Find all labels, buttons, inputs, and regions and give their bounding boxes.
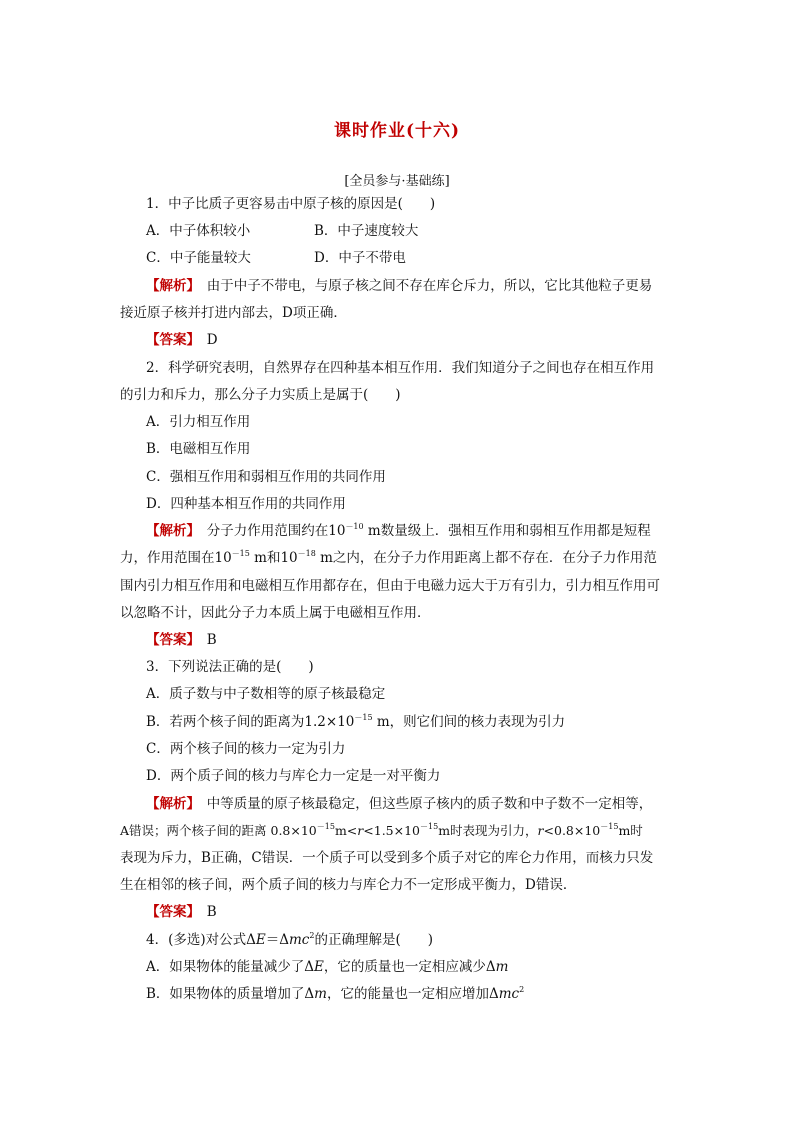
page-title: 课时作业(十六) (333, 121, 461, 141)
answer-label: 【答案】 (146, 632, 194, 648)
q1-options-ab (146, 221, 701, 241)
q2-option-d: D．四种基本相互作用的共同作用 (146, 496, 346, 512)
q3-option-b: B．若两个核子间的距离为$1.2\times 10^{-15}$ m，则它们间的核力表现为引力 (146, 713, 566, 730)
q4-stem: 4．(多选)对公式ΔE＝Δmc$^2$的正确理解是( ) (146, 931, 433, 948)
analysis-label: 【解析】 (146, 796, 194, 812)
q3-analysis-line3: 表现为斥力，B正确，C错误．一个质子可以受到多个质子对它的库仑力作用，而核力只发 (120, 850, 654, 866)
answer-label: 【答案】 (146, 904, 194, 920)
q1-options-cd (146, 248, 701, 268)
q4-option-a: A．如果物体的能量减少了ΔE，它的质量也一定相应减少Δm (146, 959, 509, 975)
q2-stem-line1: 2．科学研究表明，自然界存在四种基本相互作用．我们知道分子之间也存在相互作用 (146, 360, 655, 376)
q1-analysis-line1: 【解析】 由于中子不带电，与原子核之间不存在库仑斥力，所以，它比其他粒子更易 (146, 278, 653, 294)
q1-option-d: D．中子不带电 (314, 250, 406, 266)
q2-analysis-line1: 【解析】 分子力作用范围约在$10^{-10}$ m数量级上．强相互作用和弱相互作用都是短程 (146, 522, 651, 539)
q1-answer: 【答案】 D (146, 332, 218, 348)
q2-analysis-line3: 围内引力相互作用和电磁相互作用都存在，但由于电磁力远大于万有引力，引力相互作用可 (120, 578, 660, 594)
q3-option-c: C．两个核子间的核力一定为引力 (146, 741, 346, 757)
q1-analysis-line2: 接近原子核并打进内部去，D项正确． (120, 305, 347, 321)
section-heading: [全员参与·基础练] (344, 174, 450, 189)
q2-option-a: A．引力相互作用 (146, 414, 251, 430)
analysis-label: 【解析】 (146, 278, 194, 294)
q3-analysis-line4: 生在相邻的核子间，两个质子间的核力与库仑力不一定形成平衡力，D错误． (120, 877, 577, 893)
q1-option-b: B．中子速度较大 (314, 223, 419, 239)
q3-analysis-line2: A错误；两个核子间的距离 $0.8\times 10^{-15}m<r<1.5\times 10^{-15}m$时表现为引力，$r<0.8\times 10^{-15}m$时 (120, 822, 643, 838)
q3-answer: 【答案】 B (146, 904, 217, 920)
q2-option-b: B．电磁相互作用 (146, 441, 251, 457)
q1-option-a: A．中子体积较小 (146, 223, 251, 239)
q1-option-c: C．中子能量较大 (146, 250, 251, 266)
q3-option-d: D．两个质子间的核力与库仑力一定是一对平衡力 (146, 768, 441, 784)
q4-option-b: B．如果物体的质量增加了Δm，它的能量也一定相应增加Δmc$^2$ (146, 985, 525, 1002)
analysis-label: 【解析】 (146, 523, 194, 539)
q1-stem: 1．中子比质子更容易击中原子核的原因是( ) (146, 196, 436, 212)
q2-option-c: C．强相互作用和弱相互作用的共同作用 (146, 469, 386, 485)
q2-answer: 【答案】 B (146, 632, 217, 648)
q2-stem-line2: 的引力和斥力，那么分子力实质上是属于( ) (120, 387, 401, 403)
answer-label: 【答案】 (146, 332, 194, 348)
q2-analysis-line2: 力，作用范围在$10^{-15}$ m和$10^{-18}$ m之内，在分子力作用距离上都不存在．在分子力作用范 (120, 549, 657, 566)
q3-analysis-line1: 【解析】 中等质量的原子核最稳定，但这些原子核内的质子数和中子数不一定相等， (146, 796, 653, 812)
q3-option-a: A．质子数与中子数相等的原子核最稳定 (146, 686, 386, 702)
q3-stem: 3．下列说法正确的是( ) (146, 659, 314, 675)
q2-analysis-line4: 以忽略不计，因此分子力本质上属于电磁相互作用． (120, 605, 431, 621)
